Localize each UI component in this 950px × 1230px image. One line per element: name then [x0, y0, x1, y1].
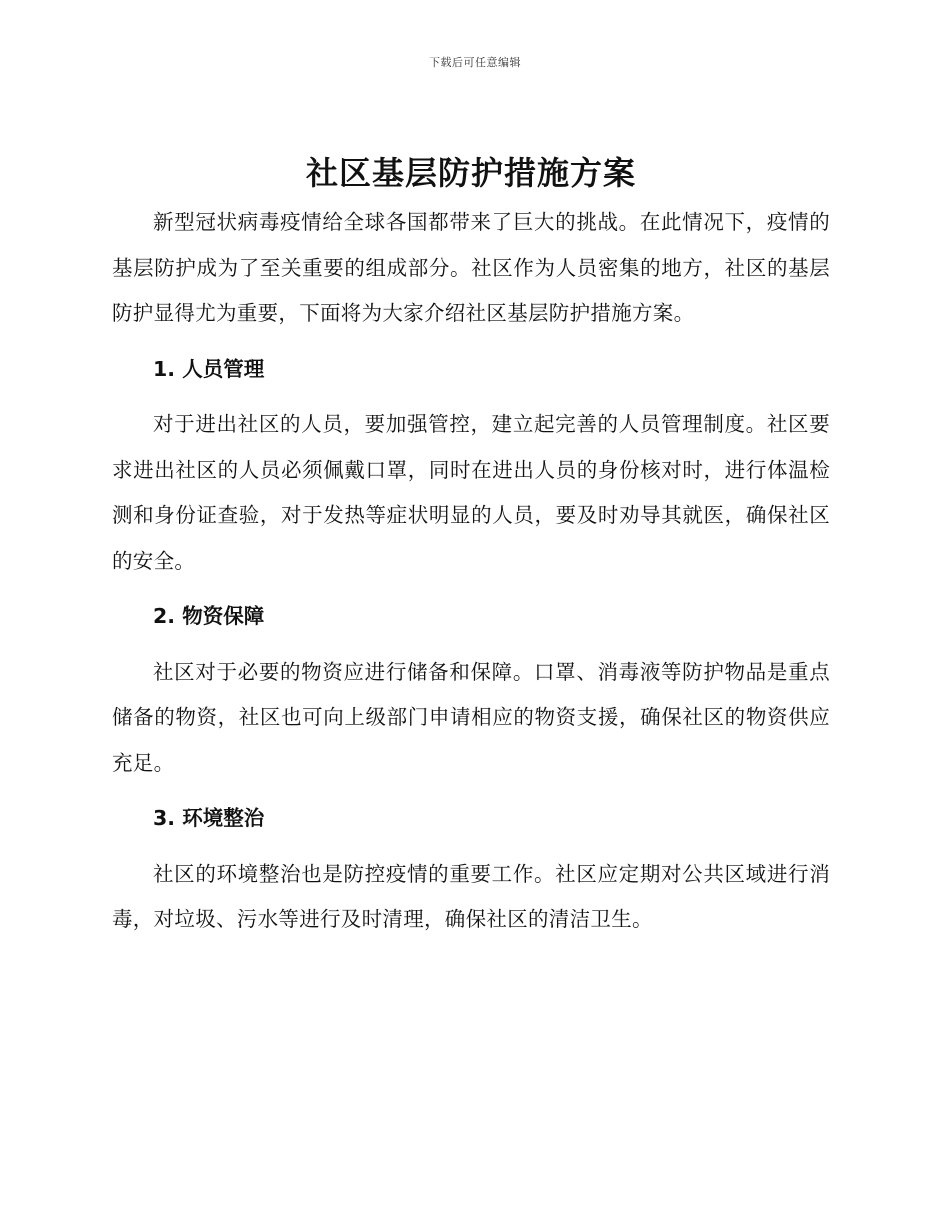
- section-body-personnel: 对于进出社区的人员，要加强管控，建立起完善的人员管理制度。社区要求进出社区的人员必须佩戴口罩，同时在进出人员的身份核对时，进行体温检测和身份证查验，对于发热等症状明显的人员，要及时劝导其就医，确保社区的安全。: [112, 412, 830, 573]
- intro-paragraph: 新型冠状病毒疫情给全球各国都带来了巨大的挑战。在此情况下，疫情的基层防护成为了至关重要的组成部分。社区作为人员密集的地方，社区的基层防护显得尤为重要，下面将为大家介绍社区基层防护措施方案。: [112, 210, 830, 325]
- document-title: 社区基层防护措施方案: [305, 154, 636, 192]
- section-body-supplies: 社区对于必要的物资应进行储备和保障。口罩、消毒液等防护物品是重点储备的物资，社区也可向上级部门申请相应的物资支援，确保社区的物资供应充足。: [112, 659, 830, 775]
- document-body: [112, 150, 830, 943]
- page-header-note: 下载后可任意编辑: [429, 56, 521, 69]
- section-heading-personnel: 1. 人员管理: [153, 356, 265, 381]
- section-heading-environment: 3. 环境整治: [153, 806, 265, 830]
- section-heading-supplies: 2. 物资保障: [153, 604, 265, 628]
- section-body-environment: 社区的环境整治也是防控疫情的重要工作。社区应定期对公共区域进行消毒，对垃圾、污水等进行及时清理，确保社区的清洁卫生。: [112, 861, 830, 931]
